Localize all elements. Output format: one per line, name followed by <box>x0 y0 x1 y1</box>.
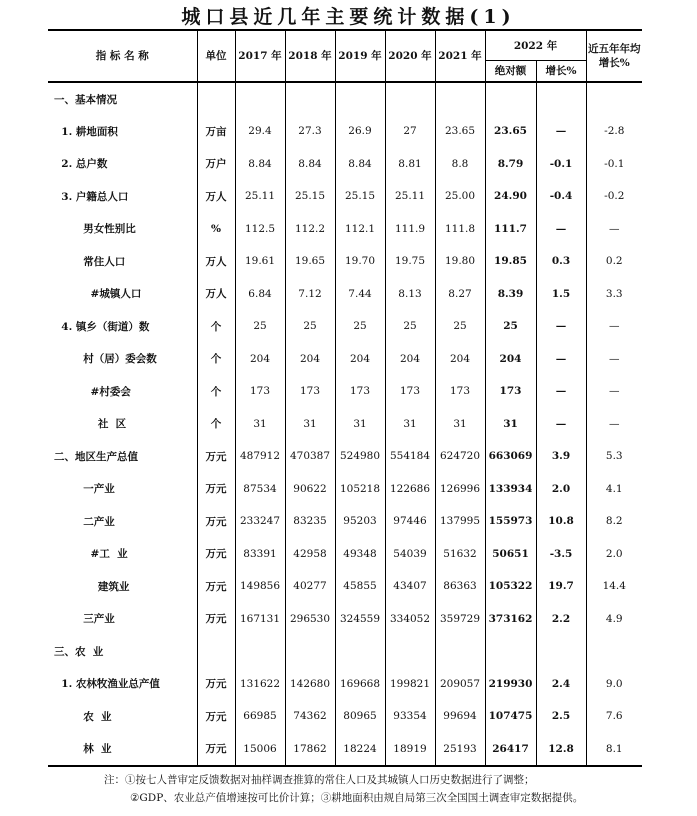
row-label: 常住人口 <box>54 255 126 268</box>
footnotes <box>0 771 697 807</box>
cell-year-2019: 19.70 <box>335 245 385 278</box>
cell-2022-growth: -0.4 <box>549 190 573 203</box>
row-unit: % <box>197 213 235 246</box>
cell-2022-growth: 2.0 <box>551 482 571 495</box>
table-row <box>48 473 642 506</box>
row-unit: 万人 <box>197 278 235 311</box>
cell-year-2020: 111.9 <box>385 213 435 246</box>
cell-year-2019: 31 <box>335 408 385 441</box>
cell-year-2019: 204 <box>335 343 385 376</box>
cell-year-2018: 204 <box>285 343 335 376</box>
cell-year-2018: 74362 <box>285 700 335 733</box>
row-unit: 万元 <box>197 440 235 473</box>
cell-year-2019: 95203 <box>335 505 385 538</box>
header-year-2019: 2019 年 <box>335 30 385 82</box>
cell-year-2021: 19.80 <box>435 245 485 278</box>
cell-year-2019: 8.84 <box>335 148 385 181</box>
row-unit: 万元 <box>197 538 235 571</box>
cell-year-2019 <box>335 82 385 115</box>
statistics-table <box>48 29 642 767</box>
cell-year-2017: 173 <box>235 375 285 408</box>
cell-2022-absolute: 173 <box>485 375 536 408</box>
cell-year-2018: 8.84 <box>285 148 335 181</box>
cell-year-2018: 90622 <box>285 473 335 506</box>
header-year-2018: 2018 年 <box>285 30 335 82</box>
cell-year-2020: 54039 <box>385 538 435 571</box>
footnote-line-2: ②GDP、农业总产值增速按可比价计算；③耕地面积由规自局第三次全国国土调查审定数据提供。 <box>130 792 584 804</box>
cell-2022-absolute: 23.65 <box>485 115 536 148</box>
cell-year-2017: 25 <box>235 310 285 343</box>
table-row <box>48 570 642 603</box>
cell-year-2021: 8.27 <box>435 278 485 311</box>
table-row <box>48 408 642 441</box>
table-row <box>48 278 642 311</box>
table-row <box>48 310 642 343</box>
row-label: 1. 农林牧渔业总产值 <box>54 678 160 691</box>
table-row <box>48 82 642 115</box>
cell-year-2019: 105218 <box>335 473 385 506</box>
cell-year-2019: 45855 <box>335 570 385 603</box>
cell-year-2017: 66985 <box>235 700 285 733</box>
table-row <box>48 213 642 246</box>
cell-year-2019: 112.1 <box>335 213 385 246</box>
cell-2022-absolute: 26417 <box>485 733 536 767</box>
cell-year-2020: 122686 <box>385 473 435 506</box>
cell-2022-absolute: 105322 <box>485 570 536 603</box>
cell-year-2019: 26.9 <box>335 115 385 148</box>
cell-avg-growth: 9.0 <box>586 668 642 701</box>
cell-year-2017: 8.84 <box>235 148 285 181</box>
cell-2022-growth: — <box>555 417 567 430</box>
cell-year-2019 <box>335 635 385 668</box>
cell-year-2020: 97446 <box>385 505 435 538</box>
row-unit: 个 <box>197 310 235 343</box>
cell-year-2017: 131622 <box>235 668 285 701</box>
cell-year-2020: 199821 <box>385 668 435 701</box>
row-unit: 万元 <box>197 603 235 636</box>
cell-avg-growth: 8.1 <box>586 733 642 767</box>
cell-2022-growth: — <box>555 125 567 138</box>
cell-avg-growth: 3.3 <box>586 278 642 311</box>
cell-year-2018: 19.65 <box>285 245 335 278</box>
row-label: 1. 耕地面积 <box>54 125 118 138</box>
cell-year-2019: 18224 <box>335 733 385 767</box>
row-unit: 万元 <box>197 570 235 603</box>
cell-year-2020: 204 <box>385 343 435 376</box>
cell-year-2017: 204 <box>235 343 285 376</box>
table-row <box>48 668 642 701</box>
cell-2022-absolute: 25 <box>485 310 536 343</box>
cell-2022-absolute: 24.90 <box>485 180 536 213</box>
row-unit: 个 <box>197 408 235 441</box>
cell-avg-growth <box>586 635 642 668</box>
cell-year-2021: 86363 <box>435 570 485 603</box>
row-label: 三、农 业 <box>54 645 104 658</box>
row-label: 农 业 <box>54 710 112 723</box>
row-unit <box>197 635 235 668</box>
row-unit: 万元 <box>197 733 235 767</box>
table-row <box>48 115 642 148</box>
cell-year-2019: 7.44 <box>335 278 385 311</box>
cell-year-2018: 31 <box>285 408 335 441</box>
header-year-2021: 2021 年 <box>435 30 485 82</box>
cell-year-2018: 40277 <box>285 570 335 603</box>
cell-avg-growth <box>586 82 642 115</box>
cell-year-2021: 99694 <box>435 700 485 733</box>
cell-year-2021: 359729 <box>435 603 485 636</box>
row-label: 村（居）委会数 <box>54 353 157 366</box>
header-growth: 增长% <box>545 65 577 77</box>
cell-2022-growth <box>536 82 586 115</box>
footnote-line-1: 注：①按七人普审定反馈数据对抽样调查推算的常住人口及其城镇人口历史数据进行了调整； <box>104 774 535 786</box>
table-row <box>48 440 642 473</box>
cell-avg-growth: 4.9 <box>586 603 642 636</box>
cell-year-2021: 25.00 <box>435 180 485 213</box>
row-unit: 万元 <box>197 700 235 733</box>
cell-year-2020: 554184 <box>385 440 435 473</box>
cell-avg-growth: -2.8 <box>586 115 642 148</box>
row-label: 社 区 <box>54 418 127 431</box>
header-year-2017: 2017 年 <box>235 30 285 82</box>
cell-2022-absolute: 8.79 <box>485 148 536 181</box>
cell-2022-absolute: 19.85 <box>485 245 536 278</box>
cell-year-2018: 142680 <box>285 668 335 701</box>
cell-year-2020: 8.13 <box>385 278 435 311</box>
cell-year-2020: 27 <box>385 115 435 148</box>
cell-year-2017: 29.4 <box>235 115 285 148</box>
cell-year-2021: 25193 <box>435 733 485 767</box>
cell-2022-growth <box>536 635 586 668</box>
row-label: 二产业 <box>54 515 115 528</box>
row-label: #工 业 <box>54 548 128 561</box>
cell-avg-growth: 7.6 <box>586 700 642 733</box>
cell-year-2019: 173 <box>335 375 385 408</box>
cell-2022-absolute: 663069 <box>485 440 536 473</box>
row-unit: 万人 <box>197 245 235 278</box>
table-row <box>48 733 642 767</box>
row-label: 林 业 <box>54 743 112 756</box>
row-label: #城镇人口 <box>54 288 142 301</box>
cell-year-2018: 83235 <box>285 505 335 538</box>
cell-year-2021: 51632 <box>435 538 485 571</box>
cell-2022-absolute: 111.7 <box>485 213 536 246</box>
table-row <box>48 375 642 408</box>
cell-2022-growth: -3.5 <box>549 547 573 560</box>
cell-2022-growth: 2.5 <box>551 710 571 723</box>
cell-year-2019: 49348 <box>335 538 385 571</box>
row-unit: 万元 <box>197 505 235 538</box>
cell-avg-growth: — <box>586 343 642 376</box>
cell-2022-growth: 0.3 <box>551 255 571 268</box>
cell-year-2018: 296530 <box>285 603 335 636</box>
cell-year-2020: 25 <box>385 310 435 343</box>
cell-2022-absolute <box>485 635 536 668</box>
cell-year-2019: 25.15 <box>335 180 385 213</box>
row-unit: 万人 <box>197 180 235 213</box>
cell-year-2018: 470387 <box>285 440 335 473</box>
table-body <box>48 82 642 766</box>
cell-year-2018: 17862 <box>285 733 335 767</box>
row-unit: 万元 <box>197 473 235 506</box>
cell-year-2021: 111.8 <box>435 213 485 246</box>
cell-2022-growth: — <box>555 222 567 235</box>
cell-year-2021: 126996 <box>435 473 485 506</box>
cell-year-2017 <box>235 82 285 115</box>
cell-year-2019: 324559 <box>335 603 385 636</box>
cell-2022-absolute: 155973 <box>485 505 536 538</box>
cell-2022-absolute: 107475 <box>485 700 536 733</box>
cell-year-2017: 25.11 <box>235 180 285 213</box>
cell-2022-growth: 12.8 <box>548 742 574 755</box>
row-unit: 个 <box>197 375 235 408</box>
cell-year-2018: 7.12 <box>285 278 335 311</box>
header-year-2020: 2020 年 <box>385 30 435 82</box>
cell-year-2019: 524980 <box>335 440 385 473</box>
cell-avg-growth: 5.3 <box>586 440 642 473</box>
row-label: 二、地区生产总值 <box>54 450 138 463</box>
cell-year-2017: 31 <box>235 408 285 441</box>
cell-year-2018: 42958 <box>285 538 335 571</box>
cell-year-2021: 8.8 <box>435 148 485 181</box>
cell-year-2021: 31 <box>435 408 485 441</box>
cell-year-2017: 19.61 <box>235 245 285 278</box>
cell-year-2020: 334052 <box>385 603 435 636</box>
table-row <box>48 180 642 213</box>
cell-2022-growth: -0.1 <box>549 157 573 170</box>
cell-year-2021 <box>435 82 485 115</box>
cell-year-2020: 31 <box>385 408 435 441</box>
row-unit <box>197 82 235 115</box>
header-current-year: 2022 年 <box>485 30 586 61</box>
cell-year-2020 <box>385 82 435 115</box>
cell-year-2021: 624720 <box>435 440 485 473</box>
cell-2022-absolute: 219930 <box>485 668 536 701</box>
cell-2022-absolute <box>485 82 536 115</box>
cell-year-2017 <box>235 635 285 668</box>
cell-avg-growth: — <box>586 213 642 246</box>
cell-year-2019: 80965 <box>335 700 385 733</box>
cell-2022-growth: 2.2 <box>551 612 571 625</box>
cell-year-2019: 169668 <box>335 668 385 701</box>
table-row <box>48 635 642 668</box>
row-label: 一、基本情况 <box>54 93 117 106</box>
cell-avg-growth: — <box>586 375 642 408</box>
cell-avg-growth: — <box>586 408 642 441</box>
table-row <box>48 603 642 636</box>
cell-2022-growth: 1.5 <box>551 287 571 300</box>
row-label: 4. 镇乡（街道）数 <box>54 320 150 333</box>
cell-2022-growth: — <box>555 385 567 398</box>
cell-year-2020: 18919 <box>385 733 435 767</box>
cell-2022-absolute: 31 <box>485 408 536 441</box>
cell-year-2019: 25 <box>335 310 385 343</box>
cell-year-2018 <box>285 82 335 115</box>
row-unit: 万亩 <box>197 115 235 148</box>
cell-year-2020: 173 <box>385 375 435 408</box>
cell-year-2020 <box>385 635 435 668</box>
cell-year-2017: 15006 <box>235 733 285 767</box>
cell-year-2018: 27.3 <box>285 115 335 148</box>
cell-avg-growth: 14.4 <box>586 570 642 603</box>
cell-avg-growth: -0.1 <box>586 148 642 181</box>
cell-year-2018 <box>285 635 335 668</box>
cell-avg-growth: 4.1 <box>586 473 642 506</box>
cell-2022-growth: — <box>555 320 567 333</box>
cell-year-2017: 233247 <box>235 505 285 538</box>
row-label: 三产业 <box>54 613 115 626</box>
cell-avg-growth: 0.2 <box>586 245 642 278</box>
cell-year-2021: 204 <box>435 343 485 376</box>
cell-year-2018: 173 <box>285 375 335 408</box>
cell-2022-growth: 3.9 <box>551 450 571 463</box>
cell-avg-growth: — <box>586 310 642 343</box>
cell-year-2020: 8.81 <box>385 148 435 181</box>
table-row <box>48 343 642 376</box>
cell-year-2021: 23.65 <box>435 115 485 148</box>
cell-2022-growth: — <box>555 352 567 365</box>
cell-year-2020: 25.11 <box>385 180 435 213</box>
cell-year-2021: 173 <box>435 375 485 408</box>
cell-year-2021: 25 <box>435 310 485 343</box>
cell-year-2018: 112.2 <box>285 213 335 246</box>
row-label: 一产业 <box>54 483 115 496</box>
cell-year-2017: 487912 <box>235 440 285 473</box>
cell-avg-growth: -0.2 <box>586 180 642 213</box>
cell-2022-absolute: 50651 <box>485 538 536 571</box>
cell-2022-growth: 10.8 <box>548 515 574 528</box>
cell-year-2017: 87534 <box>235 473 285 506</box>
table-row <box>48 148 642 181</box>
row-unit: 万户 <box>197 148 235 181</box>
cell-year-2017: 167131 <box>235 603 285 636</box>
cell-year-2017: 149856 <box>235 570 285 603</box>
header-avg-growth: 近五年年均增长% <box>586 30 642 82</box>
cell-year-2020: 19.75 <box>385 245 435 278</box>
cell-year-2020: 43407 <box>385 570 435 603</box>
table-row <box>48 245 642 278</box>
header-indicator: 指 标 名 称 <box>95 50 149 62</box>
cell-2022-absolute: 133934 <box>485 473 536 506</box>
row-label: 建筑业 <box>54 580 130 593</box>
header-unit: 单位 <box>197 30 235 82</box>
cell-avg-growth: 2.0 <box>586 538 642 571</box>
row-label: 2. 总户数 <box>54 158 108 171</box>
cell-2022-absolute: 8.39 <box>485 278 536 311</box>
cell-2022-absolute: 373162 <box>485 603 536 636</box>
cell-year-2017: 83391 <box>235 538 285 571</box>
table-row <box>48 700 642 733</box>
cell-avg-growth: 8.2 <box>586 505 642 538</box>
cell-2022-absolute: 204 <box>485 343 536 376</box>
page-title: 城口县近几年主要统计数据(1) <box>181 6 516 28</box>
row-unit: 万元 <box>197 668 235 701</box>
cell-year-2018: 25 <box>285 310 335 343</box>
cell-year-2020: 93354 <box>385 700 435 733</box>
cell-year-2021: 209057 <box>435 668 485 701</box>
row-unit: 个 <box>197 343 235 376</box>
cell-year-2017: 112.5 <box>235 213 285 246</box>
cell-year-2021 <box>435 635 485 668</box>
header-absolute: 绝对额 <box>485 61 536 83</box>
cell-year-2018: 25.15 <box>285 180 335 213</box>
cell-year-2021: 137995 <box>435 505 485 538</box>
cell-2022-growth: 19.7 <box>548 580 574 593</box>
cell-year-2017: 6.84 <box>235 278 285 311</box>
table-row <box>48 538 642 571</box>
cell-2022-growth: 2.4 <box>551 677 571 690</box>
row-label: 3. 户籍总人口 <box>54 190 129 203</box>
row-label: 男女性别比 <box>54 223 136 236</box>
table-row <box>48 505 642 538</box>
row-label: #村委会 <box>54 385 131 398</box>
